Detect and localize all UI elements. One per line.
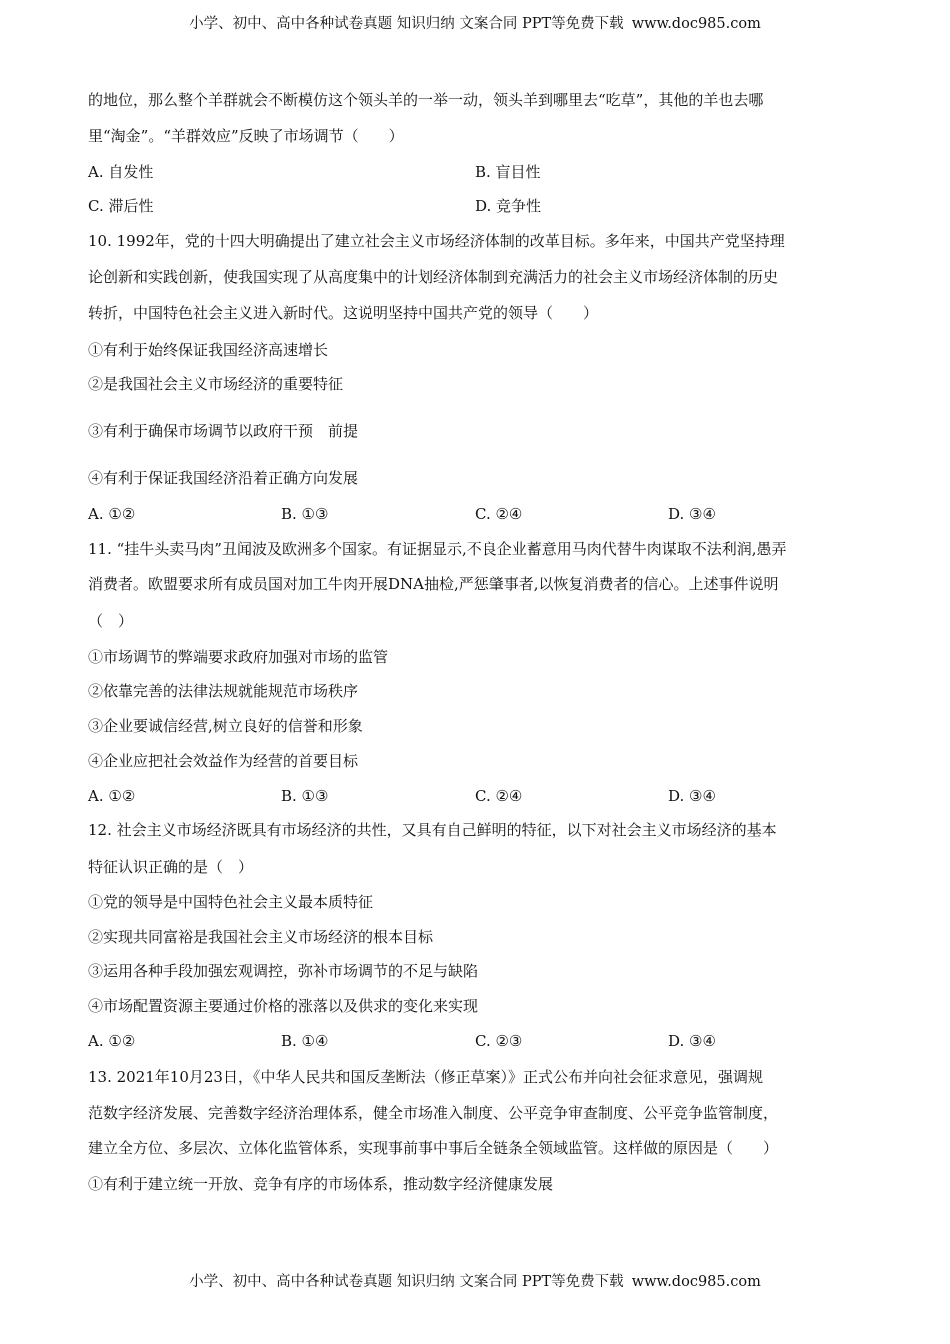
statement-4: ④市场配置资源主要通过价格的涨落以及供求的变化来实现 [88,997,479,1015]
header-text: 小学、初中、高中各种试卷真题 知识归纳 文案合同 PPT等免费下载 [189,16,624,32]
option-a: A. ①② [88,787,136,805]
question-text: （ ） [88,612,134,630]
option-a: A. ①② [88,505,136,523]
question-text: 建立全方位、多层次、立体化监管体系，实现事前事中事后全链条全领域监管。这样做的原因是（ ） [88,1139,779,1157]
statement-3: ③运用各种手段加强宏观调控，弥补市场调节的不足与缺陷 [88,962,479,980]
statement-1: ①市场调节的弊端要求政府加强对市场的监管 [88,648,389,666]
question-text: 12. 社会主义市场经济既具有市场经济的共性，又具有自己鲜明的特征，以下对社会主义市场经济的基本 [88,821,777,839]
option-b: B. 盲目性 [475,163,541,181]
option-b: B. ①③ [281,787,329,805]
option-b: B. ①④ [281,1032,329,1050]
statement-2: ②实现共同富裕是我国社会主义市场经济的根本目标 [88,928,434,946]
option-c: C. ②④ [475,787,523,805]
page-header [0,12,950,33]
question-text: 消费者。欧盟要求所有成员国对加工牛肉开展DNA抽检,严惩肇事者,以恢复消费者的信心。上述事件说明 [88,575,779,593]
question-text: 特征认识正确的是（ ） [88,858,254,876]
question-text: 范数字经济发展、完善数字经济治理体系，健全市场准入制度、公平竞争审查制度、公平竞争监管制度， [88,1104,779,1122]
question-text: 转折，中国特色社会主义进入新时代。这说明坚持中国共产党的领导（ ） [88,304,599,322]
question-text: 的地位，那么整个羊群就会不断模仿这个领头羊的一举一动，领头羊到哪里去“吃草”，其他的羊也去哪 [88,91,764,109]
question-text: 13. 2021年10月23日，《中华人民共和国反垄断法（修正草案）》正式公布并向社会征求意见，强调规 [88,1068,763,1086]
footer-site-link[interactable]: www.doc985.com [631,1274,761,1290]
page-footer [0,1270,950,1291]
statement-3: ③企业要诚信经营,树立良好的信誉和形象 [88,717,363,735]
statement-1: ①有利于建立统一开放、竞争有序的市场体系，推动数字经济健康发展 [88,1175,554,1193]
option-d: D. ③④ [668,787,716,805]
option-c: C. 滞后性 [88,197,154,215]
option-d: D. ③④ [668,1032,716,1050]
option-d: D. 竞争性 [475,197,542,215]
option-b: B. ①③ [281,505,329,523]
header-site-link[interactable]: www.doc985.com [631,16,761,32]
statement-4: ④企业应把社会效益作为经营的首要目标 [88,752,359,770]
option-a: A. 自发性 [88,163,154,181]
statement-4: ④有利于保证我国经济沿着正确方向发展 [88,469,359,487]
question-text: 11. “挂牛头卖马肉”丑闻波及欧洲多个国家。有证据显示,不良企业蓄意用马肉代替牛肉谋取不法利润,愚弄 [88,540,787,558]
footer-text: 小学、初中、高中各种试卷真题 知识归纳 文案合同 PPT等免费下载 [189,1274,624,1290]
question-text: 论创新和实践创新，使我国实现了从高度集中的计划经济体制到充满活力的社会主义市场经济体制的历史 [88,268,779,286]
statement-3: ③有利于确保市场调节以政府干预 前提 [88,422,359,440]
option-d: D. ③④ [668,505,716,523]
statement-1: ①党的领导是中国特色社会主义最本质特征 [88,893,374,911]
statement-2: ②依靠完善的法律法规就能规范市场秩序 [88,682,359,700]
option-c: C. ②③ [475,1032,523,1050]
option-a: A. ①② [88,1032,136,1050]
option-c: C. ②④ [475,505,523,523]
statement-1: ①有利于始终保证我国经济高速增长 [88,341,329,359]
question-text: 10. 1992年，党的十四大明确提出了建立社会主义市场经济体制的改革目标。多年来，中国共产党坚持理 [88,232,785,250]
question-text: 里“淘金”。“羊群效应”反映了市场调节（ ） [88,127,404,145]
statement-2: ②是我国社会主义市场经济的重要特征 [88,375,344,393]
